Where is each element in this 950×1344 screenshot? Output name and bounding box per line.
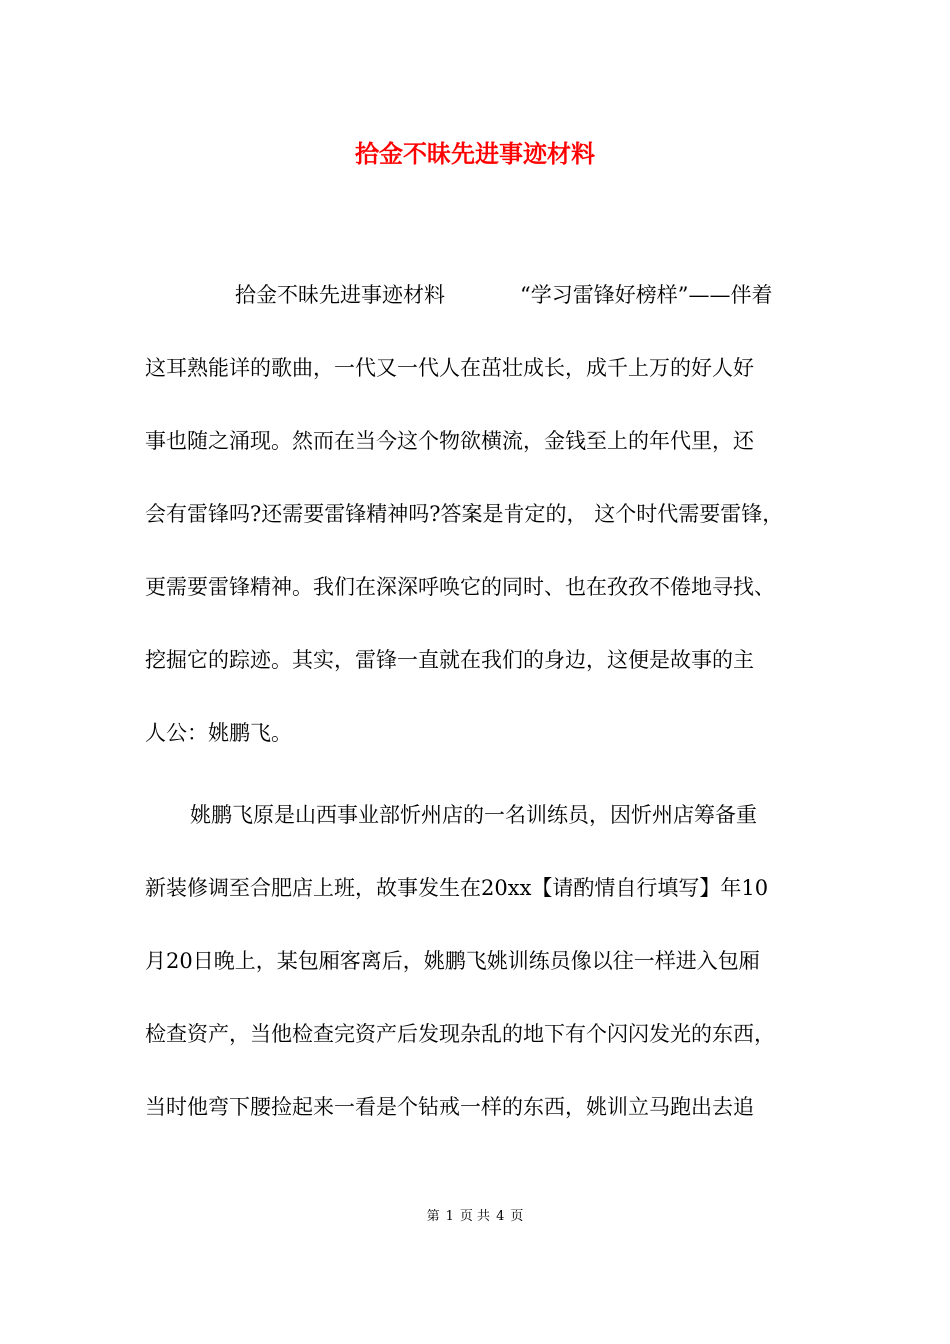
paragraph-line: 会有雷锋吗?还需要雷锋精神吗?答案是肯定的， 这个时代需要雷锋，: [145, 502, 784, 526]
paragraph-line: 挖掘它的踪迹。其实，雷锋一直就在我们的身边，这便是故事的主: [145, 648, 754, 672]
page-footer: [0, 1207, 950, 1227]
paragraph-line: 当时他弯下腰捡起来一看是个钻戒一样的东西，姚训立马跑出去追: [145, 1095, 754, 1119]
paragraph-line: 这耳熟能详的歌曲，一代又一代人在茁壮成长，成千上万的好人好: [145, 356, 754, 380]
paragraph-line: 新装修调至合肥店上班，故事发生在20xx【请酌情自行填写】年10: [145, 876, 769, 900]
paragraph-line: 月20日晚上，某包厢客离后，姚鹏飞姚训练员像以往一样进入包厢: [145, 949, 760, 973]
paragraph-line: 人公：姚鹏飞。: [145, 721, 292, 745]
paragraph-line: 更需要雷锋精神。我们在深深呼唤它的同时、也在孜孜不倦地寻找、: [145, 575, 775, 599]
paragraph-lead-title: 拾金不昧先进事迹材料: [235, 283, 445, 307]
footer-middle: 页 共: [459, 1209, 491, 1224]
paragraph-line: 姚鹏飞原是山西事业部忻州店的一名训练员，因忻州店筹备重: [190, 803, 757, 827]
paragraph-lead-quote: “学习雷锋好榜样”——伴着: [520, 283, 773, 307]
footer-prefix: 第: [426, 1209, 440, 1224]
footer-total-pages: 4: [496, 1209, 505, 1224]
paragraph-line: 检查资产，当他检查完资产后发现杂乱的地下有个闪闪发光的东西，: [145, 1022, 775, 1046]
footer-suffix: 页: [510, 1209, 524, 1224]
paragraph-line: 事也随之涌现。然而在当今这个物欲横流，金钱至上的年代里，还: [145, 429, 754, 453]
page-title: 拾金不昧先进事迹材料: [355, 139, 595, 168]
footer-page-number: 1: [445, 1209, 454, 1224]
